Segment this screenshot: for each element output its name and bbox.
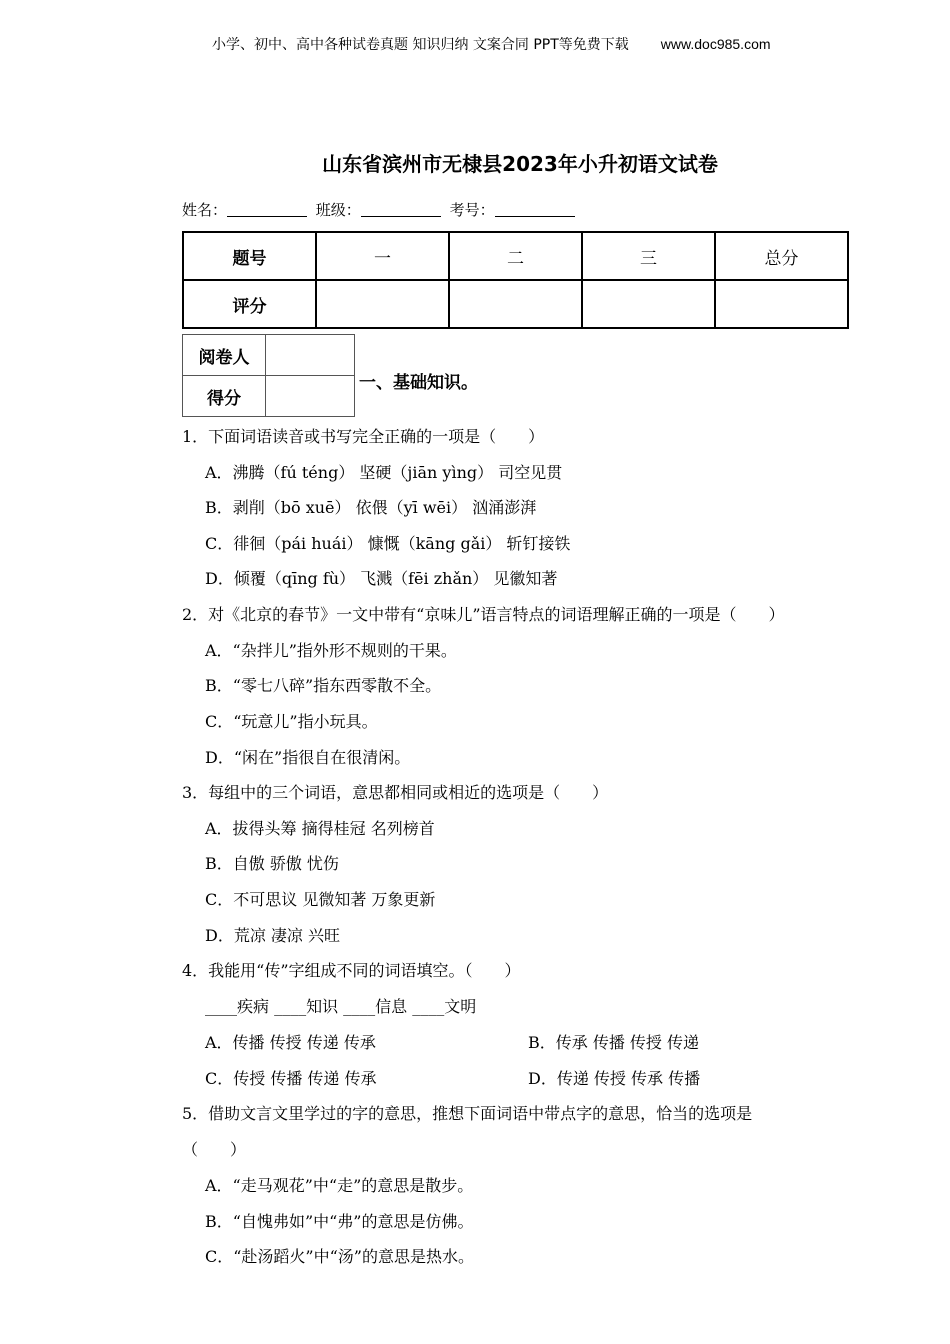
question-1-option-d[interactable]: D．倾覆（qīng fù） 飞溅（fēi zhǎn） 见徽知著 [205,569,558,588]
question-3-option-b[interactable]: B．自傲 骄傲 忧伤 [205,854,339,873]
question-1-stem: 1．下面词语读音或书写完全正确的一项是（ ） [182,427,545,446]
score-cell[interactable] [316,280,449,328]
question-2-option-c[interactable]: C．“玩意儿”指小玩具。 [205,712,378,731]
question-1-option-b[interactable]: B．剥削（bō xuē） 依偎（yī wēi） 汹涌澎湃 [205,498,537,517]
exam-no-blank[interactable] [495,202,575,217]
question-2-option-b[interactable]: B．“零七八碎”指东西零散不全。 [205,676,442,695]
question-5-stem: 5．借助文言文里学过的字的意思，推想下面词语中带点字的意思，恰当的选项是 [182,1104,753,1123]
score-cell[interactable] [582,280,715,328]
question-4-option-a[interactable]: A．传播 传授 传递 传承 [205,1033,376,1052]
question-3-stem: 3．每组中的三个词语，意思都相同或相近的选项是（ ） [182,783,609,802]
page-header [212,34,771,54]
grader-table [182,334,355,417]
score-header-cell: 一 [316,232,449,280]
name-label: 姓名： [182,201,228,219]
question-4-stem: 4．我能用“传”字组成不同的词语填空。（ ） [182,961,521,980]
score-header-cell: 题号 [183,232,316,280]
question-3-option-d[interactable]: D．荒凉 凄凉 兴旺 [205,926,341,945]
question-5-option-a[interactable]: A．“走马观花”中“走”的意思是散步。 [205,1176,474,1195]
grader-score-label: 得分 [183,376,266,417]
exam-no-label: 考号： [449,201,495,219]
score-table [182,231,849,329]
question-3-option-a[interactable]: A．拔得头筹 摘得桂冠 名列榜首 [205,819,435,838]
question-5-stem-cont: （ ） [182,1140,247,1159]
class-blank[interactable] [361,202,441,217]
student-info [182,199,579,220]
score-cell[interactable] [449,280,582,328]
question-4-option-c[interactable]: C．传授 传播 传递 传承 [205,1069,377,1088]
question-2-stem: 2．对《北京的春节》一文中带有“京味儿”语言特点的词语理解正确的一项是（ ） [182,605,785,624]
grader-score-cell[interactable] [266,376,355,417]
question-2-option-d[interactable]: D．“闲在”指很自在很清闲。 [205,748,411,767]
score-value-row [183,280,848,328]
header-url[interactable]: www.doc985.com [660,36,771,52]
score-header-cell: 总分 [715,232,848,280]
exam-title: 山东省滨州市无棣县2023年小升初语文试卷 [322,152,718,176]
score-cell[interactable] [715,280,848,328]
reviewer-cell[interactable] [266,335,355,376]
question-4-option-d[interactable]: D．传递 传授 传承 传播 [528,1069,701,1088]
score-header-cell: 三 [582,232,715,280]
section-title: 一、基础知识。 [359,373,478,393]
score-header-cell: 二 [449,232,582,280]
question-4-option-b[interactable]: B．传承 传播 传授 传递 [528,1033,700,1052]
question-4-fill: ____疾病 ____知识 ____信息 ____文明 [205,997,477,1016]
header-text: 小学、初中、高中各种试卷真题 知识归纳 文案合同 PPT等免费下载 [212,37,629,53]
question-2-option-a[interactable]: A．“杂拌儿”指外形不规则的干果。 [205,641,457,660]
score-header-row [183,232,848,280]
score-row-label: 评分 [183,280,316,328]
question-1-option-a[interactable]: A．沸腾（fú téng） 坚硬（jiān yìng） 司空见贯 [205,463,563,482]
question-5-option-c[interactable]: C．“赴汤蹈火”中“汤”的意思是热水。 [205,1247,474,1266]
reviewer-label: 阅卷人 [183,335,266,376]
name-blank[interactable] [227,202,307,217]
class-label: 班级： [315,201,361,219]
question-5-option-b[interactable]: B．“自愧弗如”中“弗”的意思是仿佛。 [205,1212,474,1231]
question-3-option-c[interactable]: C．不可思议 见微知著 万象更新 [205,890,436,909]
question-1-option-c[interactable]: C．徘徊（pái huái） 慷慨（kāng gǎi） 斩钉接铁 [205,534,571,553]
